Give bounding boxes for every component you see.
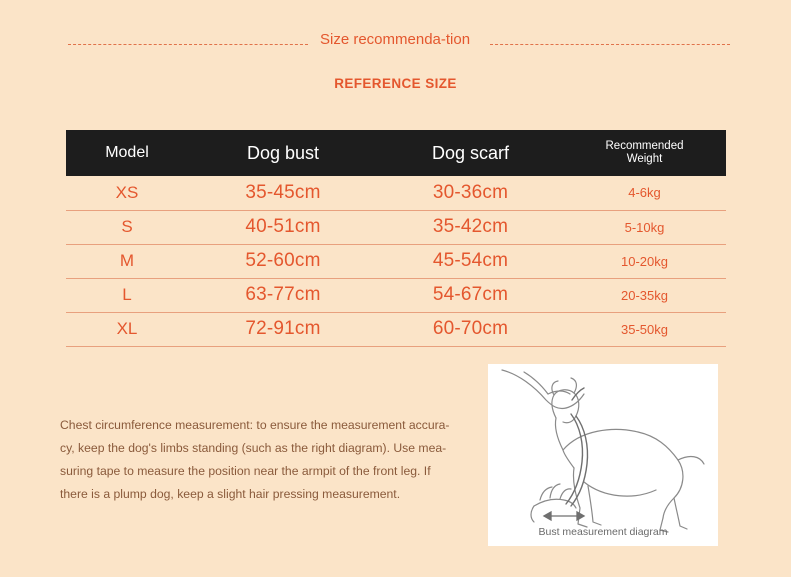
- table-row: [66, 312, 726, 346]
- column-header-bust: Dog bust: [246, 142, 320, 163]
- cell-model: M: [66, 244, 188, 278]
- cell-scarf: 45-54cm: [378, 244, 563, 278]
- note-line-1: Chest circumference measurement: to ensure the measurement accura-: [60, 418, 450, 432]
- note-line-4: there is a plump dog, keep a slight hair pressing measurement.: [60, 487, 401, 501]
- cell-weight: 10-20kg: [563, 244, 726, 278]
- cell-scarf: 30-36cm: [378, 176, 563, 210]
- column-header-weight: [563, 130, 726, 176]
- header: [0, 22, 791, 92]
- cell-bust: 52-60cm: [188, 244, 378, 278]
- bust-measurement-diagram: [488, 364, 718, 546]
- table-body: [66, 176, 726, 346]
- table-row: [66, 278, 726, 312]
- dashed-rule-left: [68, 44, 308, 45]
- column-header-model: Model: [105, 144, 149, 161]
- note-line-3: suring tape to measure the position near the armpit of the front leg. If: [60, 464, 431, 478]
- table-header-row: [66, 130, 726, 176]
- column-header-weight-line1: Recommended: [605, 140, 684, 152]
- cell-scarf: 60-70cm: [378, 312, 563, 346]
- measurement-note: [60, 414, 465, 506]
- table-row: [66, 176, 726, 210]
- cell-bust: 35-45cm: [188, 176, 378, 210]
- cell-model: L: [66, 278, 188, 312]
- table-row: [66, 244, 726, 278]
- page-title: Size recommenda-tion: [320, 31, 471, 48]
- cell-bust: 72-91cm: [188, 312, 378, 346]
- cell-weight: 35-50kg: [563, 312, 726, 346]
- cell-weight: 4-6kg: [563, 176, 726, 210]
- cell-model: XL: [66, 312, 188, 346]
- page-subtitle: REFERENCE SIZE: [334, 76, 457, 91]
- cell-weight: 5-10kg: [563, 210, 726, 244]
- size-table-wrapper: [66, 130, 726, 347]
- cell-scarf: 35-42cm: [378, 210, 563, 244]
- cell-scarf: 54-67cm: [378, 278, 563, 312]
- dashed-rule-right: [490, 44, 730, 45]
- table-row: [66, 210, 726, 244]
- cell-model: XS: [66, 176, 188, 210]
- cell-bust: 63-77cm: [188, 278, 378, 312]
- cell-model: S: [66, 210, 188, 244]
- dog-measurement-illustration: [488, 364, 718, 546]
- size-table: [66, 130, 726, 347]
- diagram-caption: Bust measurement diagram: [538, 526, 668, 538]
- cell-weight: 20-35kg: [563, 278, 726, 312]
- note-line-2: cy, keep the dog's limbs standing (such as the right diagram). Use mea-: [60, 441, 447, 455]
- column-header-weight-line2: Weight: [626, 153, 663, 165]
- table-header: [66, 130, 726, 176]
- cell-bust: 40-51cm: [188, 210, 378, 244]
- column-header-scarf: Dog scarf: [431, 142, 510, 163]
